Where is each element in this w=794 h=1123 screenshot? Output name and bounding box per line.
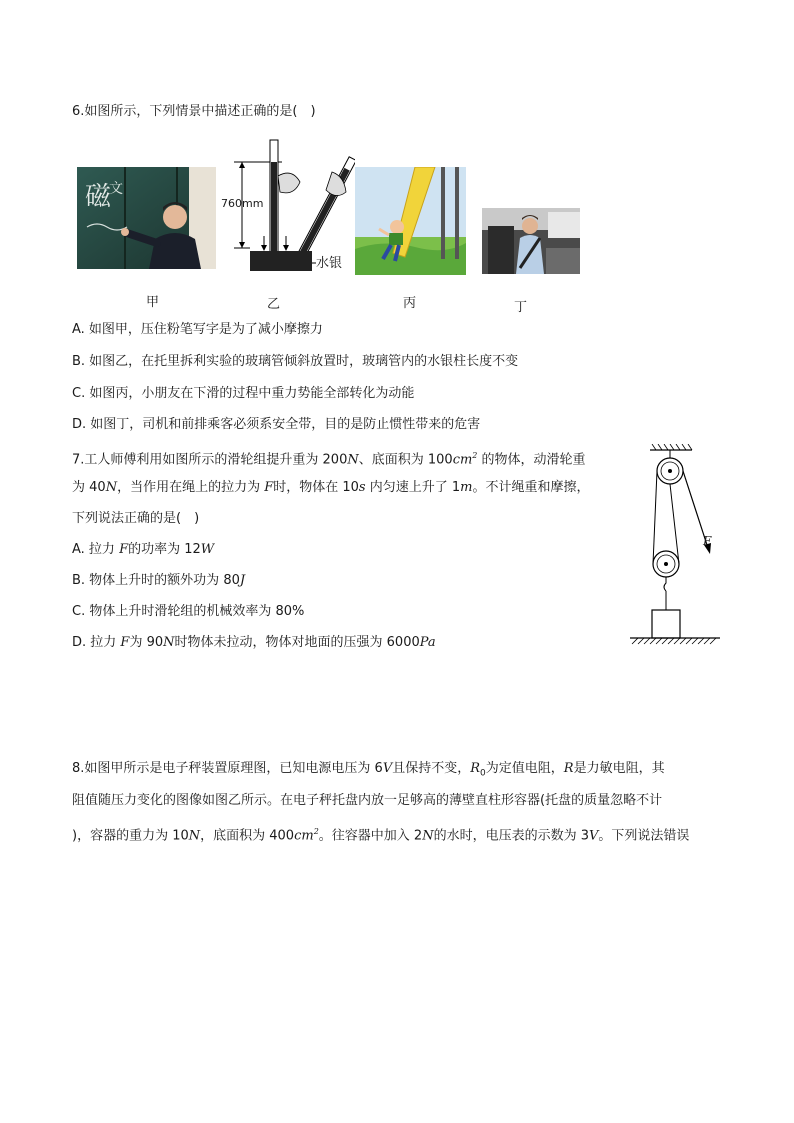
q7-line-3: 下列说法正确的是( ) (72, 511, 200, 526)
caption-yi: 乙 (267, 297, 281, 312)
q7-option-b: B. 物体上升时的额外功为 80J (72, 573, 246, 588)
q7-line-2: 为 40N，当作用在绳上的拉力为 F时，物体在 10s 内匀速上升了 1m。不计绳重和摩擦， (72, 480, 590, 495)
q6-option-a: A. 如图甲，压住粉笔写字是为了减小摩擦力 (72, 322, 323, 337)
q7-line-1: 7.工人师傅利用如图所示的滑轮组提升重为 200N、底面积为 $100cm^2$ 的物体，动滑轮重 (72, 451, 586, 468)
svg-text:磁: 磁 (85, 182, 112, 212)
child-slide-illustration (355, 167, 466, 275)
q7-option-a: A. 拉力 F的功率为 12W (72, 542, 215, 557)
svg-text:文: 文 (109, 181, 123, 197)
caption-bing: 丙 (403, 296, 417, 311)
seatbelt-driver-photo (482, 208, 580, 274)
caption-ding: 丁 (514, 300, 528, 315)
blackboard-teacher-photo (77, 167, 216, 269)
q7-option-c: C. 物体上升时滑轮组的机械效率为 80% (72, 604, 305, 619)
q6-option-c: C. 如图丙，小朋友在下滑的过程中重力势能全部转化为动能 (72, 386, 415, 401)
label-mercury: 水银 (316, 256, 343, 271)
q8-line-3: )，容器的重力为 10N，底面积为 $400cm^2$。往容器中加入 2N的水时，电压表的示数为 3V。下列说法错误 (72, 827, 690, 844)
q6-option-d: D. 如图丁，司机和前排乘客必须系安全带，目的是防止惯性带来的危害 (72, 417, 481, 432)
q8-line-2: 阻值随压力变化的图像如图乙所示。在电子秤托盘内放一足够高的薄壁直柱形容器(托盘的质量忽略不计 (72, 793, 663, 808)
q8-line-1: 8.如图甲所示是电子秤装置原理图，已知电源电压为 6V且保持不变，$R_0$为定值电阻，R是力敏电阻，其 (72, 761, 665, 779)
label-760mm: 760mm (221, 197, 264, 210)
pulley-force-label: F (703, 534, 712, 548)
caption-jia: 甲 (146, 295, 160, 310)
q6-stem: 6.如图所示，下列情景中描述正确的是( ) (72, 104, 316, 119)
q6-option-b: B. 如图乙，在托里拆利实验的玻璃管倾斜放置时，玻璃管内的水银柱长度不变 (72, 354, 519, 369)
q7-option-d: D. 拉力 F为 90N时物体未拉动，物体对地面的压强为 6000Pa (72, 635, 436, 650)
